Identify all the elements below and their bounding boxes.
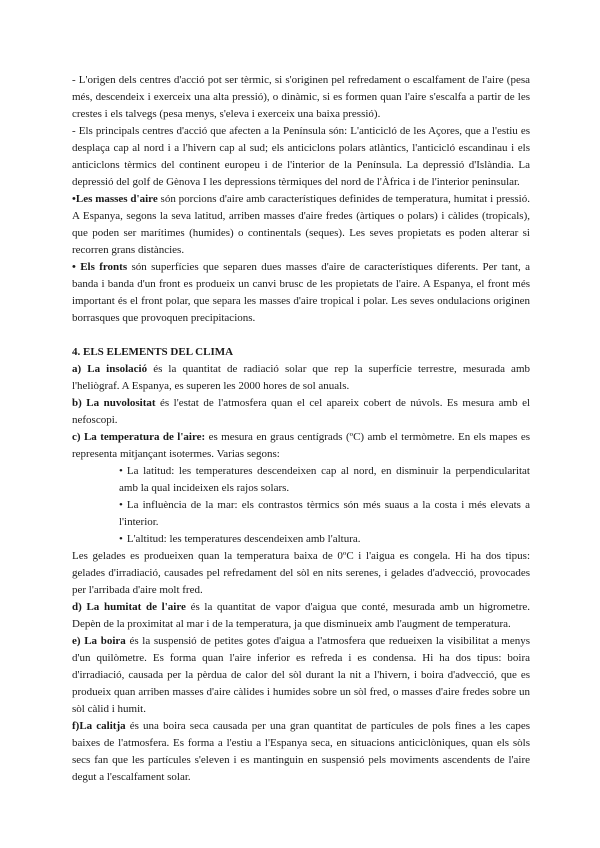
paragraph-fronts [72,259,530,327]
temperature-factors-list [72,463,530,548]
term-insolation: a) La insolació [72,363,148,375]
list-item: • La influència de la mar: els contrastos tèrmics són més suaus a la costa i més elevats a l'interior. [119,499,530,528]
temperature-text: es mesura en graus centígrads (ºC) amb el termòmetre. En els mapes es representa mitjançant isotermes. Varias segons: [72,431,530,460]
list-item: • L'altitud: les temperatures descendeixen amb l'altura. [119,533,361,545]
paragraph-origin: - L'origen dels centres d'acció pot ser tèrmic, si s'originen pel refredament o escalfament de l'aire (pesa més, descendeix i exerceix una alta pressió), o dinàmic, si es formen quan l'aire s'escalfa a partir de les crestes i els talvegs (pesa menys, s'eleva i exerceix una baixa pressió). [72,74,530,120]
paragraph-cloudiness [72,395,530,429]
term-temperature: c) La temperatura de l'aire: [72,431,206,443]
bullet-icon: • [119,499,123,511]
bullet-icon: • [119,465,123,477]
term-humidity: d) La humitat de l'aire [72,601,186,613]
term-fronts: • Els fronts [72,261,128,273]
term-cloudiness: b) La nuvolositat [72,397,156,409]
air-masses-text: són porcions d'aire amb característiques definides de temperatura, humitat i pressió. A Espanya, segons la seva latitud, arriben masses d'aire fredes (àrtiques o polars) i càlides (tropicals), que poden ser marítimes (humides) o continentals (seques). Les seves propietats es poden alterar si recorren grans distàncies. [72,193,530,256]
paragraph-temperature [72,429,530,463]
term-air-masses: •Les masses d'aire [72,193,158,205]
paragraph-air-masses [72,191,530,259]
insolation-text: és la quantitat de radiació solar que rep la superfície terrestre, mesurada amb l'heliògraf. A Espanya, es superen les 2000 hores de sol anuals. [72,363,530,392]
term-fog: e) La boira [72,635,126,647]
cloudiness-text: és l'estat de l'atmosfera quan el cel apareix cobert de núvols. Es mesura amb el nefoscopi. [72,397,531,426]
fog-text: és la suspensió de petites gotes d'aigua a l'atmosfera que redueixen la visibilitat a menys d'un quilòmetre. Es forma quan l'aire inferior es refreda i es condensa. Hi ha dos tipus: boira d'irradiació, causada per la pèrdua de calor del sòl durant la nit a l'hivern, i boira d'advecció, que es produeix quan arriben masses d'aire càlides i humides sobre un sòl fred, o masses d'aire fredes sobre un sòl càlid i humit. [72,635,530,715]
term-haze: f)La calitja [72,720,126,732]
bullet-icon: • [119,533,123,545]
paragraph-haze [72,718,530,786]
section-heading: 4. ELS ELEMENTS DEL CLIMA [72,346,234,358]
paragraph-fog [72,633,530,718]
fronts-text: són superfícies que separen dues masses d'aire de característiques diferents. Per tant, a banda i banda d'un front es produeix un canvi brusc de les propietats de l'aire. A Espanya, el front més important és el front polar, que separa les masses d'aire tropical i polar. Les seves ondulacions originen borrasques que provoquen precipitacions. [72,261,530,324]
humidity-text: és la quantitat de vapor d'aigua que conté, mesurada amb un higrometre. Depèn de la proximitat al mar i de la temperatura, ja que disminueix amb l'augment de temperatura. [72,601,530,630]
paragraph-insolation [72,361,530,395]
paragraph-humidity [72,599,530,633]
list-item: • La latitud: les temperatures descendeixen cap al nord, en disminuir la perpendicularitat amb la qual incideixen els rajos solars. [119,465,530,494]
paragraph-frosts: Les gelades es produeixen quan la temperatura baixa de 0ºC i l'aigua es congela. Hi ha dos tipus: gelades d'irradiació, causades pel refredament del sòl en nits serenes, i gelades d'advecció, provocades per l'arribada d'aire molt fred. [72,550,530,596]
document-page [72,72,530,786]
paragraph-action-centres: - Els principals centres d'acció que afecten a la Península són: L'anticicló de les Açores, que a l'estiu es desplaça cap al nord i a l'hivern cap al sud; els anticiclons polars atlàntics, l'anticicló escandinau i els anticiclons tèrmics del continent europeu i de l'interior de la Península. La depressió d'Islàndia. La depressió del golf de Gènova I les depressions tèrmiques del nord de l'Àfrica i de l'interior peninsular. [72,125,530,188]
haze-text: és una boira seca causada per una gran quantitat de partícules de pols fines a les capes baixes de l'atmosfera. Es forma a l'estiu a l'Espanya seca, en situacions anticiclòniques, quan els sòls secs fan que les partícules s'eleven i es mantinguin en suspensió pels moviments ascendents de l'aire degut a l'escalfament solar. [72,720,531,783]
spacer [72,327,530,344]
